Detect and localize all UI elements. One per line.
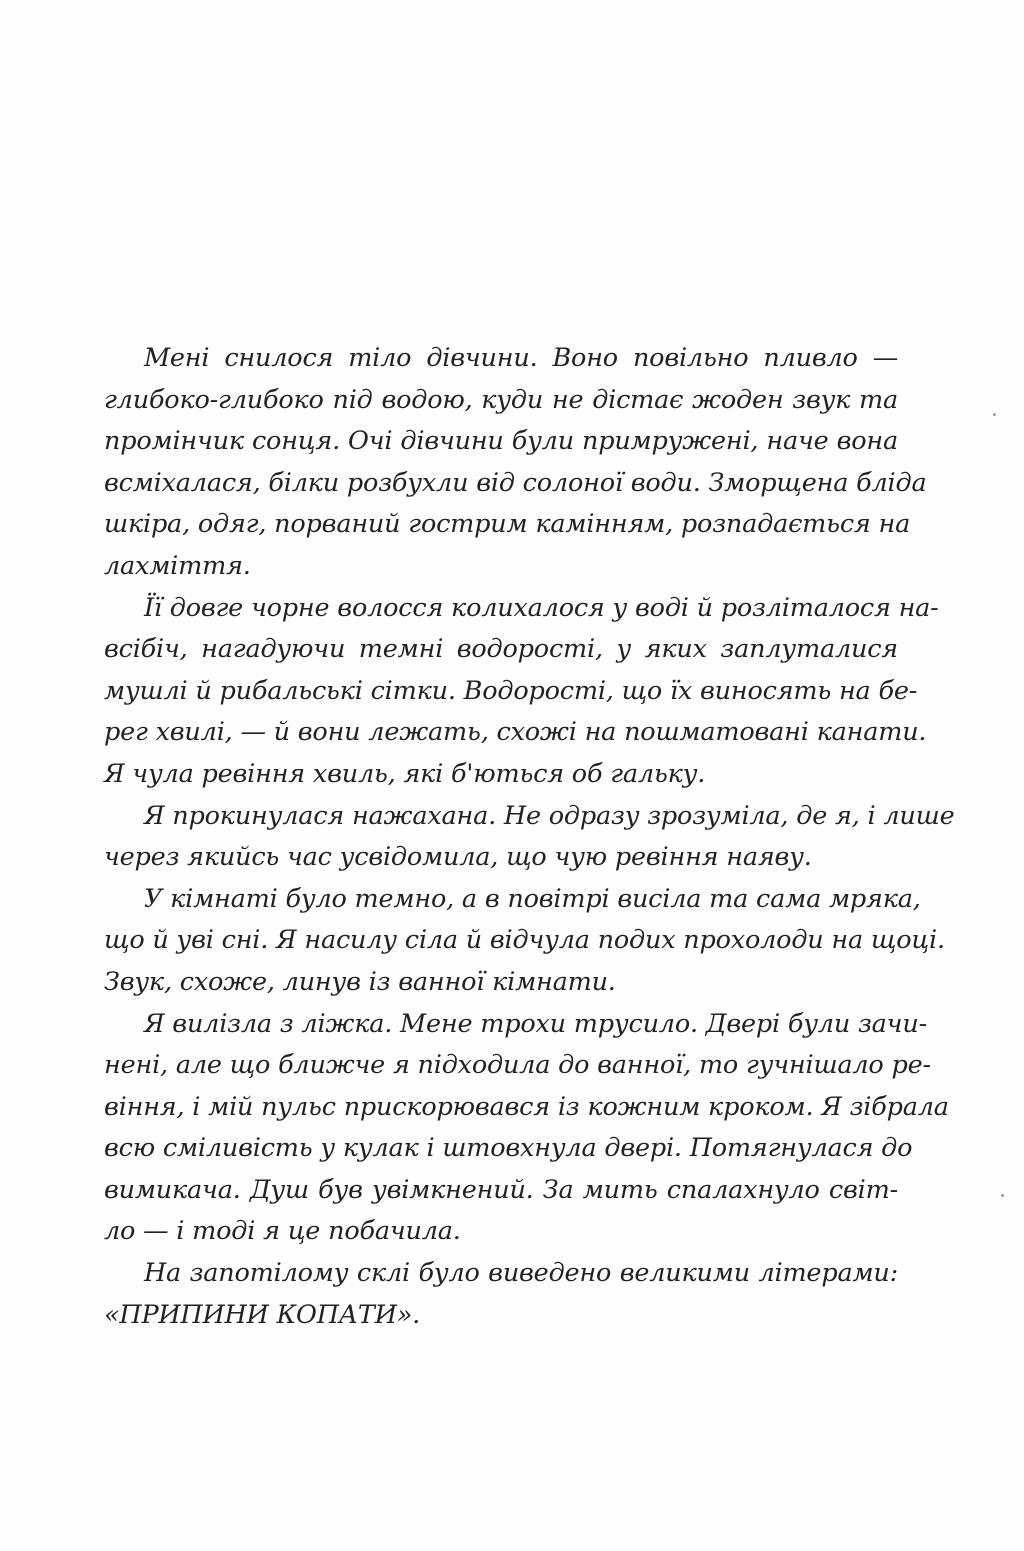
- text-line: вимикача. Душ був увімкнений. За мить спалахнуло світ-: [104, 1174, 898, 1205]
- text-line: ло — і тоді я це побачила.: [104, 1216, 461, 1247]
- text-line: всібіч, нагадуючи темні водорості, у яких заплуталися: [104, 634, 898, 665]
- paragraph-2: [104, 588, 939, 796]
- scan-speck: [1001, 1194, 1004, 1197]
- text-line: що й уві сні. Я насилу сіла й відчула подих прохолоди на щоці.: [104, 925, 945, 956]
- text-line: всміхалася, білки розбухли від солоної води. Зморщена бліда: [104, 467, 927, 498]
- scan-speck: [993, 413, 996, 416]
- text-line: Я чула ревіння хвиль, які б'ються об гальку.: [104, 758, 706, 789]
- body-text: [104, 338, 955, 1336]
- text-line: Її довге чорне волосся колихалося у воді й розліталося на-: [144, 592, 939, 623]
- text-line: Звук, схоже, линув із ванної кімнати.: [104, 966, 616, 997]
- paragraph-5: [104, 1004, 949, 1254]
- text-line: всю сміливість у кулак і штовхнула двері. Потягнулася до: [104, 1133, 913, 1164]
- text-line: віння, і мій пульс прискорювався із кожним кроком. Я зібрала: [104, 1091, 949, 1122]
- text-line: рег хвилі, — й вони лежать, схожі на пошматовані канати.: [104, 717, 927, 748]
- text-line: нені, але що ближче я підходила до ванної, то гучнішало ре-: [104, 1050, 931, 1081]
- text-line: через якийсь час усвідомила, що чую ревіння наяву.: [104, 842, 812, 873]
- paragraph-6: [104, 1253, 898, 1336]
- text-line: лахміття.: [104, 550, 251, 581]
- text-line: У кімнаті було темно, а в повітрі висіла та сама мряка,: [144, 883, 921, 914]
- text-line: глибоко-глибоко під водою, куди не дістає жоден звук та: [104, 384, 898, 415]
- text-line: «ПРИПИНИ КОПАТИ».: [104, 1299, 421, 1330]
- paragraph-3: [104, 796, 955, 879]
- text-line: Я вилізла з ліжка. Мене трохи трусило. Двері були зачи-: [144, 1008, 927, 1039]
- text-line: Я прокинулася нажахана. Не одразу зрозуміла, де я, і лише: [144, 800, 955, 831]
- text-line: мушлі й рибальські сітки. Водорості, що їх виносять на бе-: [104, 675, 918, 706]
- text-line: Мені снилося тіло дівчини. Воно повільно пливло —: [144, 343, 898, 373]
- paragraph-1: [104, 338, 927, 588]
- text-line: промінчик сонця. Очі дівчини були примружені, наче вона: [104, 426, 898, 457]
- text-line: шкіра, одяг, порваний гострим камінням, розпадається на: [104, 509, 911, 540]
- paragraph-4: [104, 879, 945, 1004]
- text-line: На запотілому склі було виведено великими літерами:: [144, 1258, 898, 1289]
